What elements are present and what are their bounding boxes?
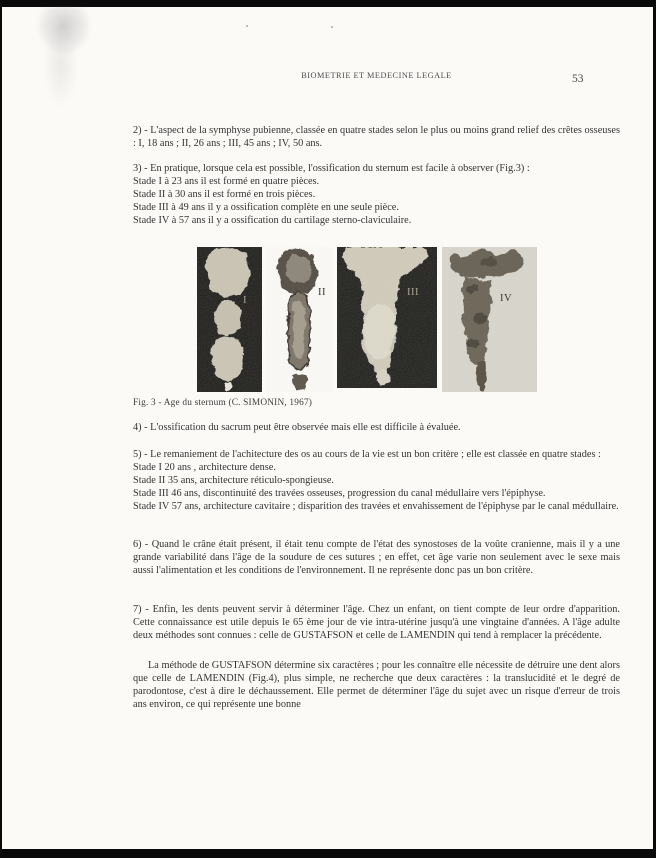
stade-line: Stade II 35 ans, architecture réticulo-spongieuse. [133,475,335,486]
panel-label: III [407,287,419,298]
panel-label: I [243,295,247,306]
sternum-bone-illustration [197,247,262,392]
figure-3-caption: Fig. 3 - Age du sternum (C. SIMONIN, 1967) [133,398,313,408]
sternum-bone-illustration [265,247,333,392]
stade-line: Stade I à 23 ans il est formé en quatre pièces. [133,176,320,187]
sternum-photo-stage-4 [442,247,537,392]
page-number: 53 [572,73,584,85]
paragraph-3-intro: 3) - En pratique, lorsque cela est possible, l'ossification du sternum est facile à observer (Fig.3) : [133,163,530,174]
scan-smudge [32,7,90,112]
document-page [2,7,653,849]
sternum-photo-stage-1 [197,247,262,392]
scan-speck [246,25,248,27]
stade-line: Stade IV 57 ans, architecture cavitaire ; disparition des travées et envahissement de l'épiphyse par le canal médullaire. [133,501,619,512]
stade-line: Stade III à 49 ans il y a ossification complète en une seule pièce. [133,202,399,213]
sternum-bone-illustration [442,247,537,392]
paragraph-3 [133,162,620,227]
stade-line: Stade III 46 ans, discontinuité des travées osseuses, progression du canal médullaire vers l'épiphyse. [133,488,546,499]
sternum-photo-stage-3 [337,247,437,388]
stade-line: Stade IV à 57 ans il y a ossification du cartilage sterno-claviculaire. [133,215,412,226]
paragraph-5 [133,448,620,513]
paragraph-2: 2) - L'aspect de la symphyse pubienne, classée en quatre stades selon le plus ou moins grand relief des crêtes osseuses : I, 18 ans ; II, 26 ans ; III, 45 ans ; IV, 50 ans. [133,125,620,149]
paragraph-5-intro: 5) - Le remaniement de l'achitecture des os au cours de la vie est un bon critère ; elle est classée en quatre stades : [133,449,601,460]
scan-speck [331,26,333,28]
paragraph-6: 6) - Quand le crâne était présent, il était tenu compte de l'état des synostoses de la voûte cranienne, mais il y a une grande variabilité dans l'âge de la soudure de ces sutures ; en effet, cet âge varie non seulement avec le sexe mais aussi l'alimentation et les conditions de l'environnement. Il ne représente donc pas un bon critère. [133,539,620,576]
stade-line: Stade II à 30 ans il est formé en trois pièces. [133,189,316,200]
sternum-photo-stage-2 [265,247,333,392]
panel-label: IV [500,293,513,304]
paragraph-4-text: 4) - L'ossification du sacrum peut être observée mais elle est difficile à évaluée. [133,422,461,433]
figure-3-sternum [197,247,539,393]
running-header: BIOMETRIE ET MEDECINE LEGALE [301,71,452,80]
paragraph-7: 7) - Enfin, les dents peuvent servir à déterminer l'âge. Chez un enfant, on tient compte de leur ordre d'apparition. Cette connaissance est utile depuis le 65 ème jour de vie intra-utérine jusqu'à une vingtaine d'années. A l'âge adulte deux méthodes sont connues : celle de GUSTAFSON et celle de LAMENDIN qui tend à remplacer la précédente. [133,604,620,641]
paragraph-8: La méthode de GUSTAFSON détermine six caractères ; pour les connaître elle nécessite de détruire une dent alors que celle de LAMENDIN (Fig.4), plus simple, ne recherche que deux caractères : la translucidité et le degré de parodontose, c'est à dire le déchaussement. Elle permet de déterminer l'âge du sujet avec un risque d'erreur de trois ans environ, ce qui représente une bonne [133,660,620,710]
panel-label: II [318,287,326,298]
stade-line: Stade I 20 ans , architecture dense. [133,462,276,473]
sternum-bone-illustration [337,247,437,388]
paragraph-4 [133,421,620,434]
